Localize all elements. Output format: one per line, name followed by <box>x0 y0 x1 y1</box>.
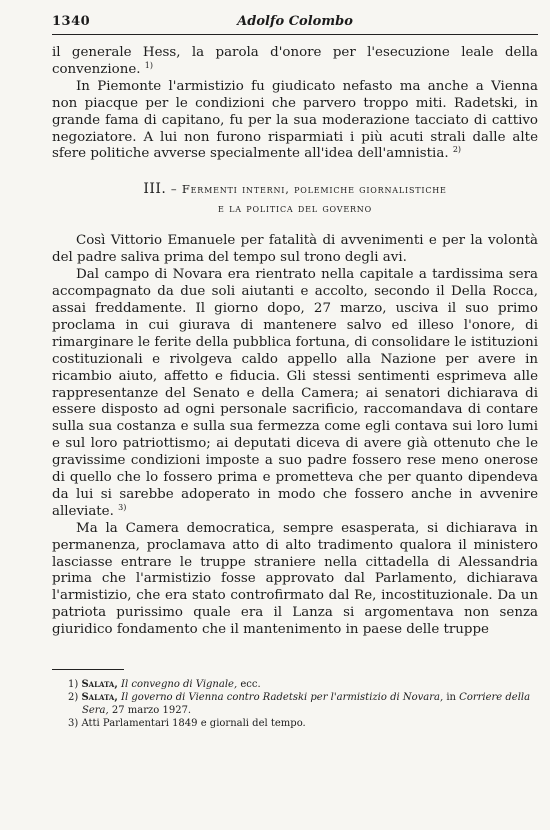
footnote-divider <box>52 669 124 670</box>
footnote-ref: 2) <box>452 145 462 155</box>
paragraph-text: Dal campo di Novara era rientrato nella capitale a tardissima sera accompagnato da due soli aiutanti e accolto, secondo il Della Rocca, assai freddamente. Il giorno dopo, 27 marzo, usciva il suo primo proclama in cui giurava di mantenere salvo ed illeso l'onore, di rimarginare le ferite della pubblica fortuna, di consolidare le istituzioni costituzionali e rivolgeva caldo appello alla Nazione per avere in ricambio aiuto, affetto e fiducia. Gli stessi sentimenti esprimeva alle rappresentanze del Senato e della Camera; ai senatori dichiarava di essere disposto ad ogni personale sacrificio, raccomandava di contare sulla sua costanza e sulla sua fermezza come egli contava sui loro lumi e sul loro patriottismo; ai deputati diceva di avere già ottenuto che le gravissime condizioni imposte a suo padre fossero rese meno onerose di quello che lo fossero prima e prometteva che per quanto dipendeva da lui si sarebbe adoperato in modo che fossero anche in avvenire alleviate. <box>52 267 538 519</box>
footnote-text: Atti Parlamentari 1849 e giornali del tempo. <box>81 718 306 730</box>
page-number: 1340 <box>52 14 91 29</box>
page-header <box>52 12 538 35</box>
paragraph: Così Vittorio Emanuele per fatalità di avvenimenti e per la volontà del padre saliva prima del tempo sul trono degli avi. <box>52 233 538 266</box>
paragraph-text: In Piemonte l'armistizio fu giudicato nefasto ma anche a Vienna non piacque per le condizioni che parvero troppo miti. Radetski, in grande fama di capitano, fu per la sua moderazione tacciato di cattivo negoziatore. A lui non furono risparmiati i più acuti strali dalle alte sfere politiche avverse specialmente all'idea dell'amnistia. <box>52 78 538 162</box>
footnote-ref: 1) <box>144 60 153 70</box>
footnote-title: Il governo di Vienna contro Radetski per l'armistizio di Novara, <box>121 692 444 704</box>
section-title-line-1: – Fermenti interni, polemiche giornalistiche <box>170 182 447 197</box>
footnote-ref: 3) <box>118 502 127 512</box>
footnote-number: 2) <box>68 692 79 704</box>
paragraph-text: il generale Hess, la parola d'onore per l'esecuzione leale della convenzione. <box>52 45 538 77</box>
footnote <box>52 691 538 717</box>
document-page <box>52 12 538 730</box>
running-title: Adolfo Colombo <box>237 14 353 29</box>
footnote <box>52 717 538 730</box>
footnote-author: Salata, <box>81 692 118 704</box>
paragraph <box>52 79 538 164</box>
footnote-source: Corriere della Sera, <box>82 692 531 717</box>
section-number: III. <box>143 181 167 198</box>
footnote <box>52 678 538 691</box>
section-heading <box>52 180 538 218</box>
section-heading-line <box>52 180 538 199</box>
section-title-line-2: e la politica del governo <box>218 201 372 216</box>
paragraph <box>52 45 538 79</box>
footnote-number: 1) <box>68 679 79 691</box>
footnote-title: Il convegno di Vignale, <box>121 679 238 691</box>
paragraph <box>52 267 538 521</box>
footnote-connector: in <box>446 692 456 704</box>
paragraph: Ma la Camera democratica, sempre esasperata, si dichiarava in permanenza, proclamava atto di alto tradimento qualora il ministero lasciasse entrare le truppe straniere nella cittadella di Alessandria prima che l'armistizio fosse approvato dal Parlamento, dichiarava l'armistizio, che era stato controfirmato dal Re, incostituzionale. Da un patriota purissimo quale era il Lanza si argomentava non senza giuridico fondamento che il mantenimento in paese delle truppe <box>52 520 538 638</box>
footnote-author: Salata, <box>81 679 118 691</box>
footnote-rest: 27 marzo 1927. <box>111 705 192 717</box>
footnote-rest: ecc. <box>240 679 261 691</box>
footnote-number: 3) <box>68 718 79 730</box>
